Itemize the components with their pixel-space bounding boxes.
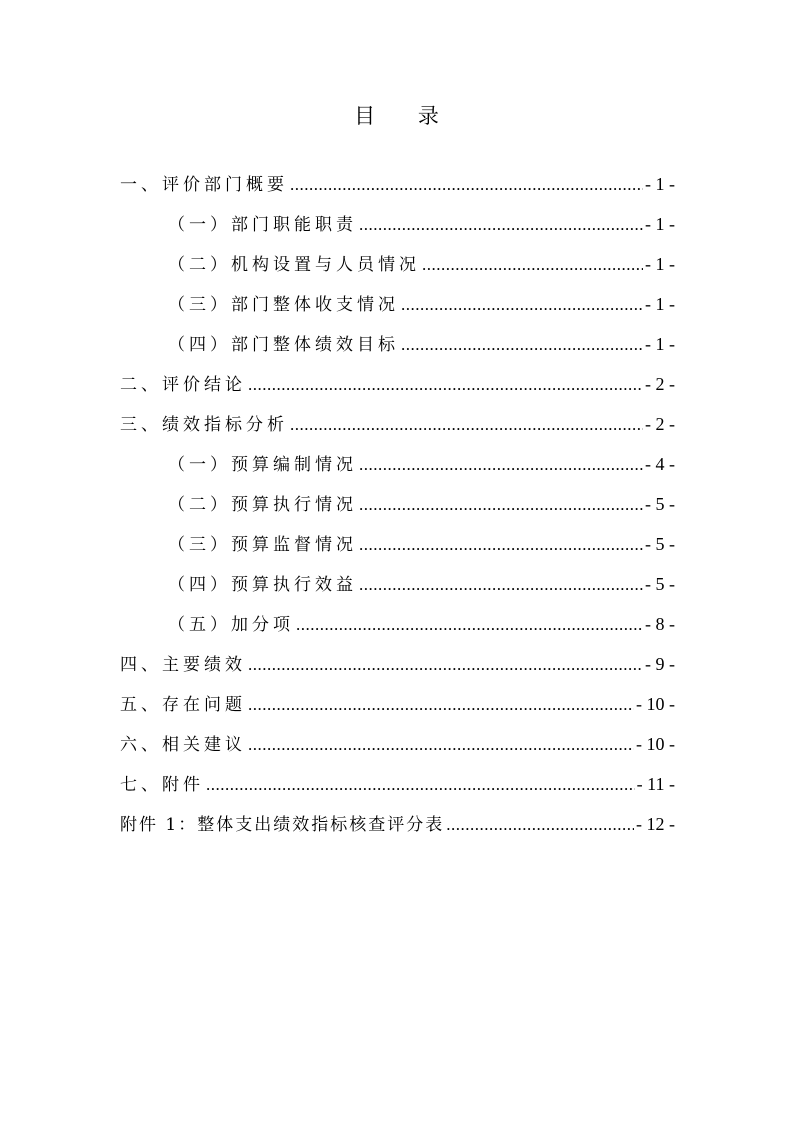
toc-page-number: - 2 -	[645, 414, 675, 434]
toc-entry[interactable]	[120, 204, 675, 244]
toc-dot-leader	[359, 445, 643, 485]
toc-dot-leader	[248, 365, 643, 405]
toc-page-number: - 8 -	[645, 614, 675, 634]
toc-entry[interactable]	[120, 684, 675, 724]
toc-page-number: - 5 -	[645, 574, 675, 594]
toc-entry-label: 七、附件	[120, 775, 204, 795]
toc-entry-label: （一）部门职能职责	[168, 215, 357, 235]
page-title: 目 录	[354, 104, 457, 128]
toc-entry[interactable]	[120, 364, 675, 404]
toc-dot-leader	[296, 605, 643, 645]
toc-entry-label: （一）预算编制情况	[168, 455, 357, 475]
toc-dot-leader	[359, 525, 643, 565]
toc-dot-leader	[422, 245, 643, 285]
toc-dot-leader	[359, 485, 643, 525]
toc-dot-leader	[359, 205, 643, 245]
toc-dot-leader	[248, 645, 643, 685]
toc-page-number: - 1 -	[645, 254, 675, 274]
toc-entry[interactable]	[120, 564, 675, 604]
toc-entry-label: （二）预算执行情况	[168, 495, 357, 515]
toc-page-number: - 1 -	[645, 294, 675, 314]
toc-page-number: - 10 -	[636, 694, 675, 714]
toc-entry-label: （四）部门整体绩效目标	[168, 335, 399, 355]
toc-entry-label: 四、主要绩效	[120, 655, 246, 675]
toc-entry-label: （五）加分项	[168, 615, 294, 635]
toc-entry[interactable]	[120, 524, 675, 564]
toc-entry-label: （三）部门整体收支情况	[168, 295, 399, 315]
toc-entry[interactable]	[120, 724, 675, 764]
toc-entry[interactable]	[120, 404, 675, 444]
toc-entry-label: 二、评价结论	[120, 375, 246, 395]
toc-dot-leader	[248, 725, 634, 765]
toc-entry[interactable]	[120, 484, 675, 524]
toc-page-number: - 4 -	[645, 454, 675, 474]
toc-dot-leader	[206, 765, 635, 805]
toc-entry[interactable]	[120, 444, 675, 484]
toc-entry[interactable]	[120, 644, 675, 684]
toc-entry[interactable]	[120, 284, 675, 324]
toc-page-number: - 1 -	[645, 174, 675, 194]
toc-entry-label: 六、相关建议	[120, 735, 246, 755]
toc-entry-label: （四）预算执行效益	[168, 575, 357, 595]
toc-page-number: - 9 -	[645, 654, 675, 674]
toc-page-number: - 1 -	[645, 214, 675, 234]
toc-dot-leader	[401, 325, 643, 365]
toc-entry[interactable]	[120, 324, 675, 364]
toc-dot-leader	[248, 685, 634, 725]
toc-page-number: - 2 -	[645, 374, 675, 394]
toc-page-number: - 10 -	[636, 734, 675, 754]
toc-entry[interactable]	[120, 804, 675, 844]
toc-dot-leader	[359, 565, 643, 605]
toc-page-number: - 5 -	[645, 534, 675, 554]
toc-entry-label: 五、存在问题	[120, 695, 246, 715]
toc-entry-label: 一、评价部门概要	[120, 175, 288, 195]
toc-entry[interactable]	[120, 244, 675, 284]
toc-entry[interactable]	[120, 764, 675, 804]
toc-entry-label: （二）机构设置与人员情况	[168, 255, 420, 275]
toc-page-number: - 11 -	[636, 774, 675, 794]
toc-dot-leader	[446, 805, 634, 845]
toc-dot-leader	[290, 165, 643, 205]
toc-page-number: - 1 -	[645, 334, 675, 354]
toc-entry-label: （三）预算监督情况	[168, 535, 357, 555]
toc-page-number: - 12 -	[636, 814, 675, 834]
toc-entry[interactable]	[120, 604, 675, 644]
toc-entry-label: 附件 1：整体支出绩效指标核查评分表	[120, 815, 445, 835]
toc-entry-label: 三、绩效指标分析	[120, 415, 288, 435]
toc-entry[interactable]	[120, 164, 675, 204]
toc-list	[120, 164, 675, 844]
toc-dot-leader	[401, 285, 643, 325]
toc-dot-leader	[290, 405, 643, 445]
toc-page-number: - 5 -	[645, 494, 675, 514]
